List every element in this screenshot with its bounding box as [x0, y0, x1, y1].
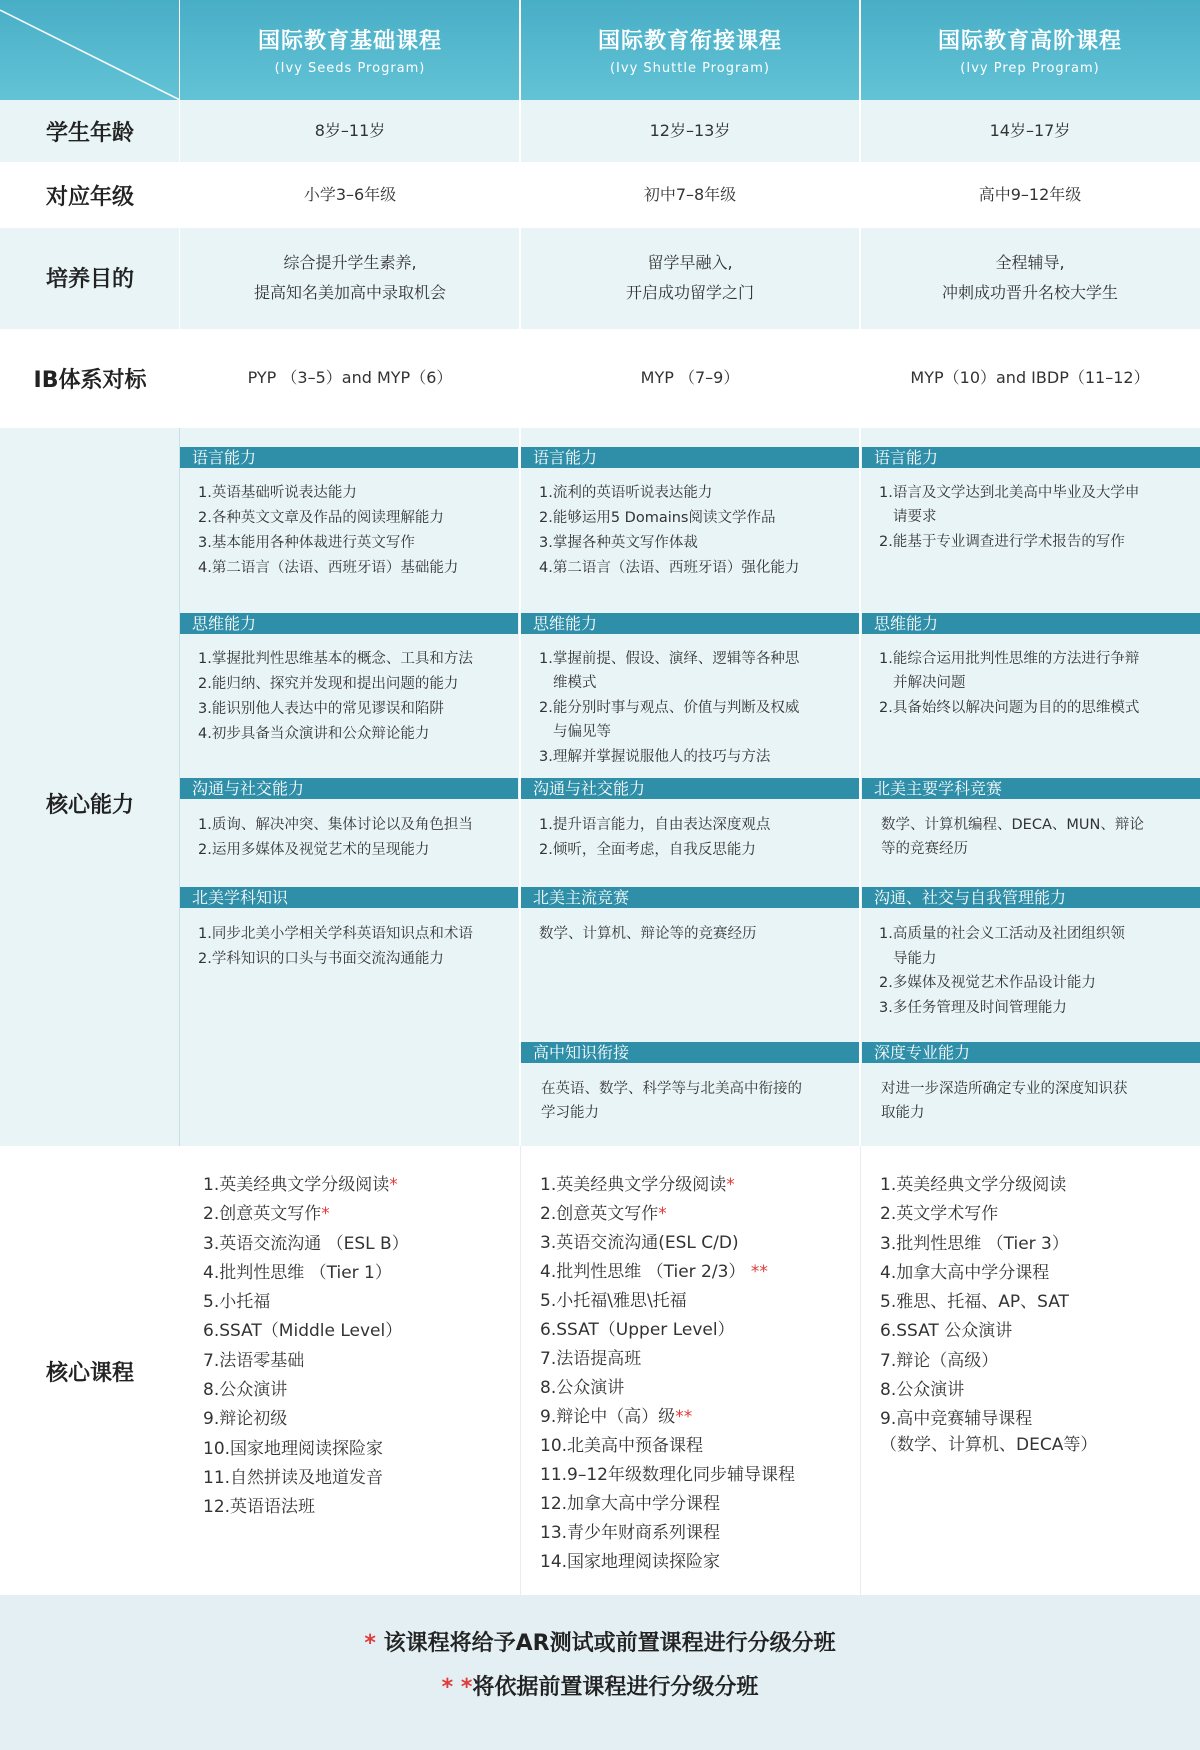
list-item: 3.能识别他人表达中的常见谬误和陷阱 — [198, 701, 444, 717]
row-goal — [0, 228, 1200, 329]
list-item: 1.掌握批判性思维基本的概念、工具和方法 — [198, 651, 473, 667]
header-subtitle: (Ivy Shuttle Program) — [609, 61, 770, 76]
course-text: 9.辩论初级 — [203, 1409, 288, 1430]
list-item: 2.多媒体及视觉艺术作品设计能力 — [879, 975, 1096, 992]
list-item: 2.运用多媒体及视觉艺术的呈现能力 — [198, 842, 430, 858]
course-item — [540, 1171, 795, 1200]
footnote-double-star — [0, 1670, 1200, 1701]
star-mark: ** — [750, 1262, 768, 1282]
ability-bar: 语言能力 — [521, 447, 859, 468]
course-item — [203, 1171, 409, 1200]
course-text: 8.公众演讲 — [203, 1380, 288, 1401]
list-item: 维模式 — [553, 675, 597, 692]
course-item — [203, 1200, 409, 1229]
header-subtitle: (Ivy Seeds Program) — [274, 61, 426, 76]
list-item: 2.具备始终以解决问题为目的的思维模式 — [879, 699, 1140, 716]
row-label: 核心能力 — [45, 793, 134, 818]
ability-list — [198, 922, 473, 972]
ability-list — [881, 1077, 1128, 1125]
ability-list — [198, 481, 458, 581]
course-item — [203, 1347, 409, 1376]
list-item: 4.第二语言（法语、西班牙语）基础能力 — [198, 560, 459, 576]
course-item — [203, 1464, 409, 1493]
course-item — [540, 1374, 795, 1403]
cell-line: 冲刺成功晋升名校大学生 — [941, 283, 1118, 302]
ability-list — [881, 813, 1144, 861]
course-text: 5.小托福\雅思\托福 — [540, 1291, 687, 1311]
ability-list — [541, 1077, 802, 1125]
list-item: 并解决问题 — [893, 675, 966, 692]
row-label: IB体系对标 — [33, 368, 147, 393]
ability-list — [879, 922, 1125, 1020]
ability-bar: 北美学科知识 — [180, 887, 518, 908]
ability-list — [539, 922, 757, 947]
cell-value: PYP （3–5）and MYP（6） — [247, 368, 453, 387]
cell-line: 留学早融入, — [647, 253, 733, 272]
course-text: 1.英美经典文学分级阅读 — [540, 1175, 727, 1195]
star-mark: ** — [675, 1407, 693, 1427]
course-text: 12.英语语法班 — [203, 1497, 316, 1518]
course-item — [540, 1548, 795, 1577]
course-text: 5.小托福 — [203, 1292, 271, 1313]
list-item: 2.各种英文文章及作品的阅读理解能力 — [198, 510, 444, 526]
course-item: 9.高中竞赛辅导课程 — [880, 1409, 1033, 1430]
header-col-prep — [860, 0, 1200, 100]
ability-bar: 高中知识衔接 — [521, 1042, 859, 1063]
ability-bar: 思维能力 — [862, 613, 1200, 634]
row-ib — [0, 329, 1200, 428]
list-item: 等的竞赛经历 — [881, 841, 968, 857]
ability-bar: 沟通与社交能力 — [521, 778, 859, 799]
list-item: 导能力 — [893, 950, 937, 967]
list-item: 1.高质量的社会义工活动及社团组织领 — [879, 926, 1125, 942]
star-mark: * — [321, 1204, 330, 1225]
list-item: 1.能综合运用批判性思维的方法进行争辩 — [879, 651, 1140, 667]
course-text: 1.英美经典文学分级阅读 — [203, 1175, 390, 1195]
course-item — [540, 1200, 795, 1229]
cell-value: 14岁–17岁 — [989, 121, 1071, 140]
course-list-shuttle — [540, 1171, 795, 1577]
list-item: 1.提升语言能力，自由表达深度观点 — [539, 817, 771, 833]
ability-list — [539, 647, 799, 769]
ability-list — [539, 813, 770, 863]
ability-bar: 思维能力 — [180, 613, 518, 634]
ability-bar: 沟通与社交能力 — [180, 778, 518, 799]
list-item: 对进一步深造所确定专业的深度知识获 — [881, 1081, 1128, 1097]
course-item — [203, 1259, 409, 1288]
course-text: 10.国家地理阅读探险家 — [203, 1438, 384, 1459]
course-item — [203, 1376, 409, 1405]
course-text: 12.加拿大高中学分课程 — [540, 1494, 721, 1514]
row-label: 核心课程 — [45, 1361, 134, 1386]
course-item: 7.辩论（高级） — [880, 1350, 999, 1371]
course-text: 2.创意英文写作 — [203, 1204, 322, 1225]
divider-line — [859, 0, 861, 1146]
ability-bar: 北美主流竞赛 — [521, 887, 859, 908]
list-item: 2.能分别时事与观点、价值与判断及权威 — [539, 699, 800, 716]
cell-value: 12岁–13岁 — [649, 121, 731, 140]
row-age — [0, 100, 1200, 162]
ability-bar: 语言能力 — [862, 447, 1200, 468]
list-item: 1.同步北美小学相关学科英语知识点和术语 — [198, 926, 473, 942]
ability-list — [198, 813, 473, 863]
star-mark: * — [726, 1175, 735, 1195]
row-label: 对应年级 — [45, 185, 134, 210]
header-title: 国际教育基础课程 — [257, 29, 442, 54]
row-label: 学生年龄 — [45, 121, 134, 146]
course-item: 5.雅思、托福、AP、SAT — [880, 1292, 1069, 1313]
list-item: 2.倾听，全面考虑，自我反思能力 — [539, 842, 756, 858]
course-item: 8.公众演讲 — [880, 1380, 965, 1401]
course-text: 4.批判性思维 （Tier 1） — [203, 1262, 392, 1283]
cell-value: 高中9–12年级 — [978, 185, 1082, 204]
ability-bar: 沟通、社交与自我管理能力 — [862, 887, 1200, 908]
list-item: 1.掌握前提、假设、演绎、逻辑等各种思 — [539, 651, 800, 667]
list-item: 1.英语基础听说表达能力 — [198, 485, 357, 501]
course-item — [203, 1317, 409, 1346]
course-item — [203, 1493, 409, 1522]
header-title: 国际教育衔接课程 — [597, 29, 782, 54]
cell-value — [520, 248, 860, 308]
ability-list — [879, 481, 1139, 554]
cell-value: MYP（10）and IBDP（11–12） — [910, 368, 1150, 387]
footnote-single-star — [0, 1626, 1200, 1657]
list-item: 数学、计算机、辩论等的竞赛经历 — [539, 926, 757, 942]
cell-value: 小学3–6年级 — [303, 185, 397, 204]
ability-list — [879, 647, 1139, 720]
course-text: 13.青少年财商系列课程 — [540, 1523, 721, 1543]
course-text: 11.自然拼读及地道发音 — [203, 1467, 384, 1488]
course-item — [540, 1287, 795, 1316]
list-item: 学习能力 — [541, 1105, 599, 1121]
course-item — [540, 1461, 795, 1490]
star-mark: * — [658, 1204, 667, 1224]
course-text: 11.9–12年级数理化同步辅导课程 — [540, 1465, 795, 1485]
course-list-seeds — [203, 1171, 409, 1523]
course-item: 6.SSAT 公众演讲 — [880, 1321, 1013, 1342]
cell-line: 综合提升学生素养, — [283, 253, 417, 272]
cell-value — [180, 248, 520, 308]
row-grade — [0, 162, 1200, 228]
course-item — [203, 1405, 409, 1434]
ability-bar: 北美主要学科竞赛 — [862, 778, 1200, 799]
course-item — [540, 1432, 795, 1461]
course-text: 7.法语提高班 — [540, 1349, 642, 1369]
list-item: 4.第二语言（法语、西班牙语）强化能力 — [539, 560, 800, 576]
list-item: 2.能够运用5 Domains阅读文学作品 — [539, 510, 776, 526]
header-col-seeds — [180, 0, 520, 100]
ability-list — [198, 647, 473, 747]
column-divider — [860, 1146, 861, 1595]
course-text: 7.法语零基础 — [203, 1350, 305, 1371]
ability-list — [539, 481, 799, 581]
course-item — [540, 1316, 795, 1345]
list-item: 请要求 — [893, 509, 937, 526]
course-item — [540, 1345, 795, 1374]
list-item: 1.流利的英语听说表达能力 — [539, 485, 713, 501]
list-item: 数学、计算机编程、DECA、MUN、辩论 — [881, 817, 1144, 833]
cell-line: 提高知名美加高中录取机会 — [253, 283, 446, 302]
list-item: 2.能归纳、探究并发现和提出问题的能力 — [198, 676, 459, 692]
ability-bar: 深度专业能力 — [862, 1042, 1200, 1063]
course-list-prep — [880, 1171, 1097, 1455]
course-text: 6.SSAT（Upper Level） — [540, 1320, 735, 1340]
cell-line: 开启成功留学之门 — [625, 283, 754, 302]
course-text: 4.批判性思维 （Tier 2/3） — [540, 1262, 751, 1282]
course-text: 6.SSAT（Middle Level） — [203, 1321, 403, 1342]
column-divider — [520, 1146, 521, 1595]
cell-line: 全程辅导, — [995, 253, 1065, 272]
course-text: 10.北美高中预备课程 — [540, 1436, 704, 1456]
course-text: 8.公众演讲 — [540, 1378, 625, 1398]
course-item — [540, 1258, 795, 1287]
column-divider — [179, 428, 180, 1146]
header-title: 国际教育高阶课程 — [937, 29, 1122, 54]
course-item: 2.英文学术写作 — [880, 1204, 999, 1225]
course-item — [540, 1403, 795, 1432]
footnote-text: 该课程将给予AR测试或前置课程进行分级分班 — [375, 1631, 836, 1656]
list-item: 2.学科知识的口头与书面交流沟通能力 — [198, 951, 444, 967]
course-text: 9.辩论中（高）级 — [540, 1407, 676, 1427]
star-mark: * — [389, 1175, 398, 1195]
course-text: 3.英语交流沟通(ESL C/D) — [540, 1233, 739, 1253]
list-item: 取能力 — [881, 1105, 925, 1121]
course-item — [203, 1230, 409, 1259]
course-item — [203, 1435, 409, 1464]
cell-value: 8岁–11岁 — [314, 121, 386, 140]
list-item: 1.质询、解决冲突、集体讨论以及角色担当 — [198, 817, 473, 833]
course-item — [203, 1288, 409, 1317]
star-mark: * — [364, 1631, 376, 1656]
ability-bar: 思维能力 — [521, 613, 859, 634]
list-item: 在英语、数学、科学等与北美高中衔接的 — [541, 1081, 802, 1097]
course-item: 3.批判性思维 （Tier 3） — [880, 1233, 1069, 1254]
list-item: 3.理解并掌握说服他人的技巧与方法 — [539, 748, 771, 765]
course-text: 14.国家地理阅读探险家 — [540, 1552, 721, 1572]
course-item — [540, 1490, 795, 1519]
cell-value: MYP （7–9） — [640, 368, 740, 387]
course-item: （数学、计算机、DECA等） — [880, 1434, 1098, 1455]
course-item — [540, 1229, 795, 1258]
header-col-shuttle — [520, 0, 860, 100]
table-header — [0, 0, 1200, 100]
list-item: 4.初步具备当众演讲和公众辩论能力 — [198, 726, 430, 742]
course-item: 1.英美经典文学分级阅读 — [880, 1175, 1067, 1195]
header-subtitle: (Ivy Prep Program) — [960, 61, 1100, 76]
cell-value — [860, 248, 1200, 308]
course-text: 2.创意英文写作 — [540, 1204, 659, 1224]
list-item: 2.能基于专业调查进行学术报告的写作 — [879, 533, 1125, 550]
star-mark: * * — [441, 1675, 473, 1700]
footnote-text: 将依据前置课程进行分级分班 — [472, 1675, 759, 1700]
list-item: 1.语言及文学达到北美高中毕业及大学申 — [879, 485, 1140, 501]
list-item: 3.掌握各种英文写作体裁 — [539, 535, 698, 551]
course-text: 3.英语交流沟通 （ESL B） — [203, 1233, 409, 1254]
row-label: 培养目的 — [45, 267, 134, 292]
ability-bar: 语言能力 — [180, 447, 518, 468]
divider-line — [519, 0, 521, 1146]
cell-value: 初中7–8年级 — [643, 185, 737, 204]
list-item: 与偏见等 — [553, 724, 611, 741]
list-item: 3.多任务管理及时间管理能力 — [879, 999, 1067, 1016]
corner-diagonal — [0, 0, 180, 100]
footer-notes — [0, 1595, 1200, 1750]
list-item: 3.基本能用各种体裁进行英文写作 — [198, 535, 415, 551]
course-item — [540, 1519, 795, 1548]
course-item: 4.加拿大高中学分课程 — [880, 1262, 1050, 1283]
